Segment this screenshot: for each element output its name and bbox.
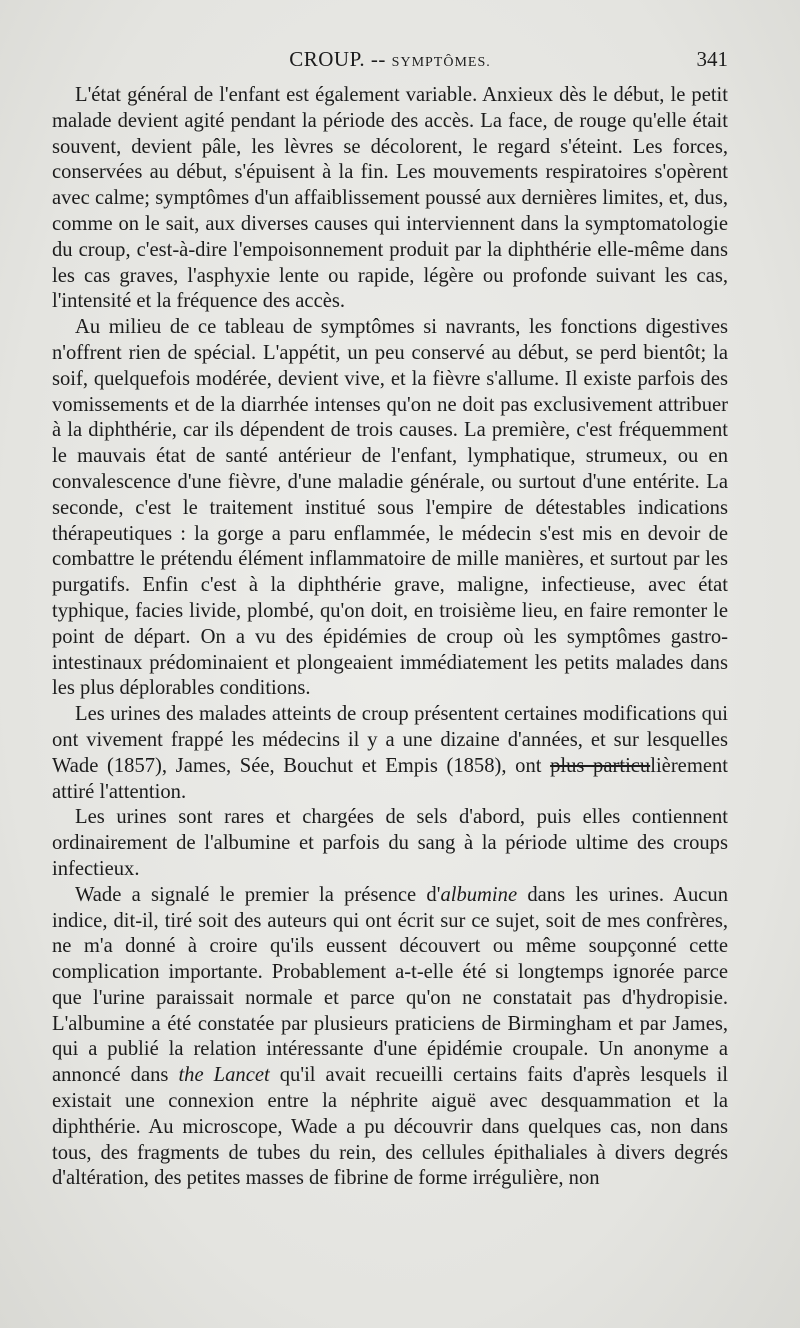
paragraph-general-state: L'état général de l'enfant est également variable. Anxieux dès le début, le petit malade devient agité pendant la période des accès. La face, de rouge qu'elle était souvent, devient pâle, les lèvres se décolorent, le regard s'éteint. Les forces, conservées au début, s'épuisent à la fin. Les mouvements respiratoires s'opèrent avec calme; symptômes d'un affaiblissement poussé aux dernières limites, et, dus, comme on le sait, aux diverses causes qui interviennent dans la symptomatologie du croup, c'est-à-dire l'empoisonnement produit par la diphthérie elle-même dans les cas graves, l'asphyxie lente ou rapide, légère ou profonde suivant les cas, l'intensité et la fréquence des accès.: [52, 84, 728, 313]
body-text: [52, 83, 728, 1192]
paragraph-wade-albumine: [52, 883, 728, 1193]
paragraph-text: Wade a signalé le premier la présence d': [75, 883, 441, 906]
paragraph-digestive-functions: Au milieu de ce tableau de symptômes si navrants, les fonctions digestives n'offrent rien de spécial. L'appétit, un peu conservé au début, se perd bientôt; la soif, quelquefois modérée, devient vive, et la fièvre s'allume. Il existe parfois des vomissements et de la diarrhée intenses qu'on ne doit pas exclusivement attribuer à la diphthérie, car ils dépendent de trois causes. La première, c'est fréquemment le mauvais état de santé antérieur de l'enfant, lymphatique, strumeux, ou en convalescence d'une fièvre, d'une maladie générale, ou surtout d'une entérite. La seconde, c'est le traitement institué sous l'empire de détestables indications thérapeutiques : la gorge a paru enflammée, le médecin s'est mis en devoir de combattre le prétendu élément inflammatoire de mille manières, et surtout par les purgatifs. Enfin c'est à la diphthérie grave, maligne, infectieuse, avec état typhique, facies livide, plombé, qu'on doit, en troisième lieu, en faire remonter le point de départ. On a vu des épidémies de croup où les symptômes gastro-intestinaux prédominaient et plongeaient immédiatement les petits malades dans les plus déplorables conditions.: [52, 316, 728, 700]
running-title-main: CROUP. --: [289, 47, 386, 71]
running-header: [52, 44, 728, 74]
running-title-subtitle: SYMPTÔMES.: [391, 55, 491, 70]
italic-term: albumine: [440, 883, 518, 906]
running-title: [52, 44, 728, 78]
paragraph-text: lièrement attiré l'attention.: [52, 754, 728, 803]
paragraph-urine-modifications: [52, 702, 728, 805]
italic-journal-title: the Lancet: [178, 1064, 270, 1087]
paragraph-text: qu'il avait recueilli certains faits d'après lesquels il existait une connexion entre la néphrite aiguë avec desquammation et la diphthérie. Au microscope, Wade a pu découvrir dans quelques cas, non dans tous, des fragments de tubes du rein, des cellules épithaliales à divers degrés d'altération, des petites masses de fibrine de forme irrégulière, non: [52, 1064, 729, 1190]
paragraph-urine-description: Les urines sont rares et chargées de sels d'abord, puis elles contiennent ordinairement de l'albumine et parfois du sang à la période ultime des croups infectieux.: [52, 806, 728, 880]
paragraph-text: dans les urines. Aucun indice, dit-il, tiré soit des auteurs qui ont écrit sur ce sujet, soit de mes confrères, ne m'a donné à croire qu'ils eussent découvert ou même soupçonné cette complication importante. Probablement a-t-elle été si longtemps ignorée parce que l'urine paraissait normale et parce qu'on ne constatait pas d'hydropisie. L'albumine a été constatée par plusieurs praticiens de Birmingham et par James, qui a publié la relation intéressante d'une épidémie croupale. Un anonyme a annoncé dans: [52, 883, 728, 1087]
page-number: 341: [696, 47, 728, 71]
struck-text: plus particu: [550, 754, 651, 777]
paragraph-text: Les urines des malades atteints de croup présentent certaines modifications qui ont vivement frappé les médecins il y a une dizaine d'années, et sur lesquelles Wade (1857), James, Sée, Bouchut et Empis (1858), ont: [52, 703, 728, 777]
